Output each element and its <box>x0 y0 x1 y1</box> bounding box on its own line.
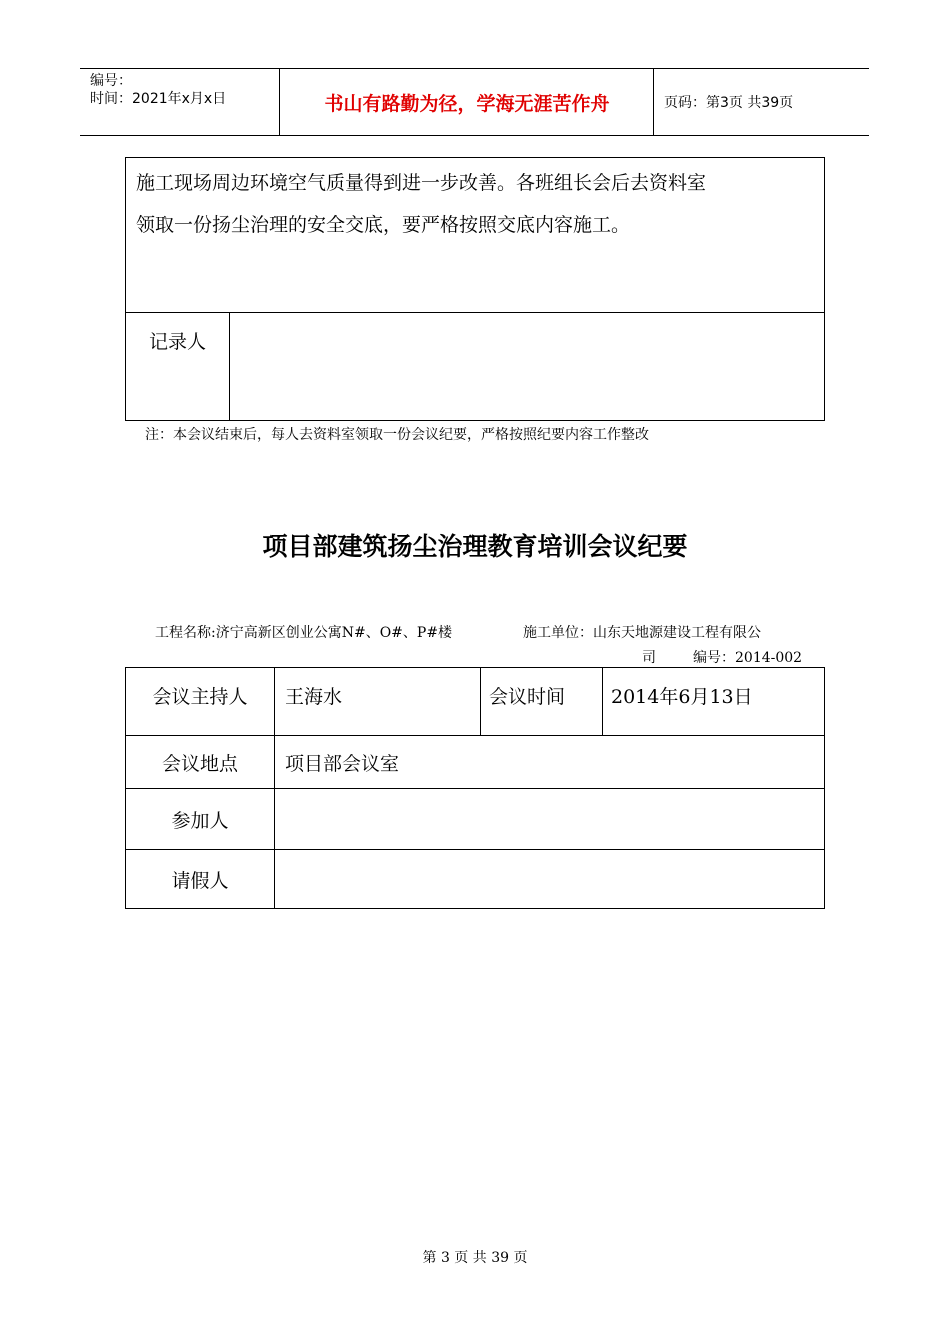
project-name: 工程名称:济宁高新区创业公寓N#、O#、P#楼 <box>155 625 453 641</box>
attendees-label: 参加人 <box>126 789 275 850</box>
summary-line-2: 领取一份扬尘治理的安全交底，要严格按照交底内容施工。 <box>136 214 631 236</box>
header-left-cell <box>80 69 280 135</box>
host-label: 会议主持人 <box>126 668 275 736</box>
place-value: 项目部会议室 <box>275 736 825 789</box>
summary-content-cell <box>126 158 825 313</box>
page-header <box>80 68 869 136</box>
summary-line-1: 施工现场周边环境空气质量得到进一步改善。各班组长会后去资料室 <box>136 172 707 194</box>
recorder-label: 记录人 <box>126 313 230 421</box>
time-value: 2014年6月13日 <box>603 668 825 736</box>
table-row <box>126 668 825 736</box>
host-value: 王海水 <box>275 668 481 736</box>
meeting-table <box>125 667 825 909</box>
serial-label: 编号： <box>90 73 132 89</box>
time-label: 时间：2021年x月x日 <box>90 91 227 107</box>
document-serial: 编号：2014-002 <box>693 650 803 666</box>
attendees-value <box>275 789 825 850</box>
summary-table <box>125 157 825 421</box>
table-row <box>126 736 825 789</box>
construction-unit: 施工单位：山东天地源建设工程有限公 <box>523 625 761 641</box>
table-row <box>126 789 825 850</box>
time-label: 会议时间 <box>481 668 603 736</box>
construction-unit-cont: 司 <box>642 650 656 666</box>
document-title: 项目部建筑扬尘治理教育培训会议纪要 <box>262 532 688 561</box>
header-motto: 书山有路勤为径，学海无涯苦作舟 <box>281 69 654 135</box>
recorder-value <box>230 313 825 421</box>
table-row <box>126 850 825 909</box>
meeting-note: 注：本会议结束后，每人去资料室领取一份会议纪要，严格按照纪要内容工作整改 <box>145 427 649 443</box>
leave-label: 请假人 <box>126 850 275 909</box>
header-page-label: 页码：第3页 共39页 <box>664 95 794 111</box>
page-footer: 第 3 页 共 39 页 <box>422 1250 528 1266</box>
leave-value <box>275 850 825 909</box>
place-label: 会议地点 <box>126 736 275 789</box>
